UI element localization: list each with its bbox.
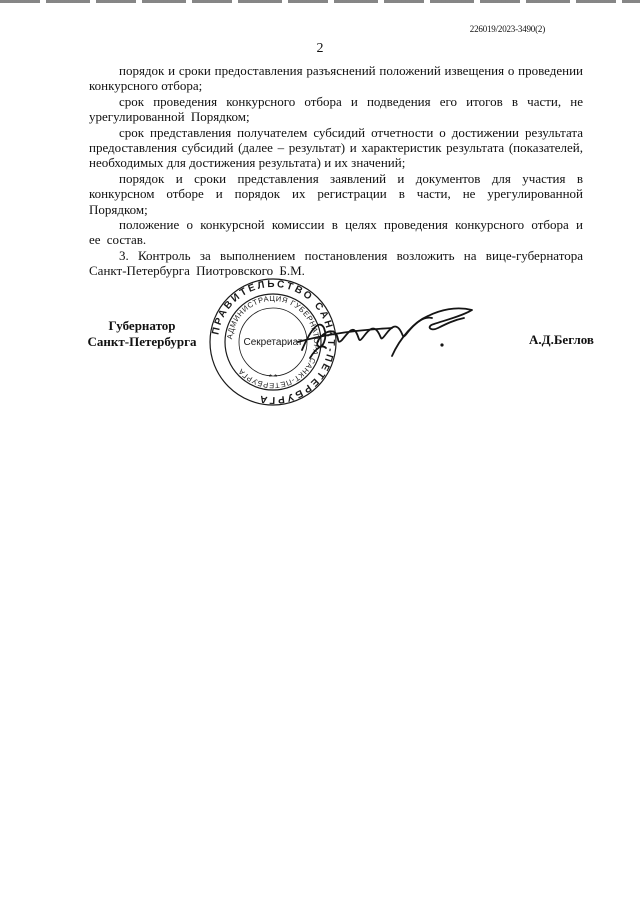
svg-text:Секретариат: Секретариат: [243, 337, 303, 348]
signatory-name: А.Д.Беглов: [529, 332, 594, 347]
page-number: 2: [316, 41, 324, 56]
position-line: Санкт-Петербурга: [87, 334, 197, 349]
position-line: Губернатор: [108, 318, 176, 333]
body-paragraph: срок проведения конкурсного отбора и подведения его итогов в части, не урегулированной Порядком;: [89, 93, 583, 125]
handwritten-signature-icon: [296, 298, 480, 366]
body-paragraph: порядок и сроки представления заявлений и документов для участия в конкурсном отборе и порядок их регистрации в части, не урегулированной Порядком;: [89, 170, 583, 217]
body-paragraph: порядок и сроки предоставления разъяснений положений извещения о проведении конкурсного отбора;: [89, 63, 583, 94]
document-number: 226019/2023-3490(2): [469, 24, 545, 34]
signatory-position: [86, 318, 198, 350]
body-paragraph: срок представления получателем субсидий отчетности о достижении результата предоставления субсидий (далее – результат) и характеристик результата (показателей, необходимых для достижения результата) и их значений;: [89, 124, 583, 171]
body-paragraph: 3. Контроль за выполнением постановления возложить на вице-губернатора Санкт-Петербурга Пиотровского Б.М.: [89, 247, 583, 279]
svg-text:АДМИНИСТРАЦИЯ ГУБЕРНАТОРА САНК: АДМИНИСТРАЦИЯ ГУБЕРНАТОРА САНКТ-ПЕТЕРБУРГА: [225, 293, 322, 391]
body-paragraph: положение о конкурсной комиссии в целях проведения конкурсного отбора и ее состав.: [89, 217, 583, 248]
svg-text:ПРАВИТЕЛЬСТВО САНКТ-ПЕТЕРБУРГА: ПРАВИТЕЛЬСТВО САНКТ-ПЕТЕРБУРГА: [210, 278, 337, 406]
svg-text:* *: * *: [268, 373, 278, 382]
